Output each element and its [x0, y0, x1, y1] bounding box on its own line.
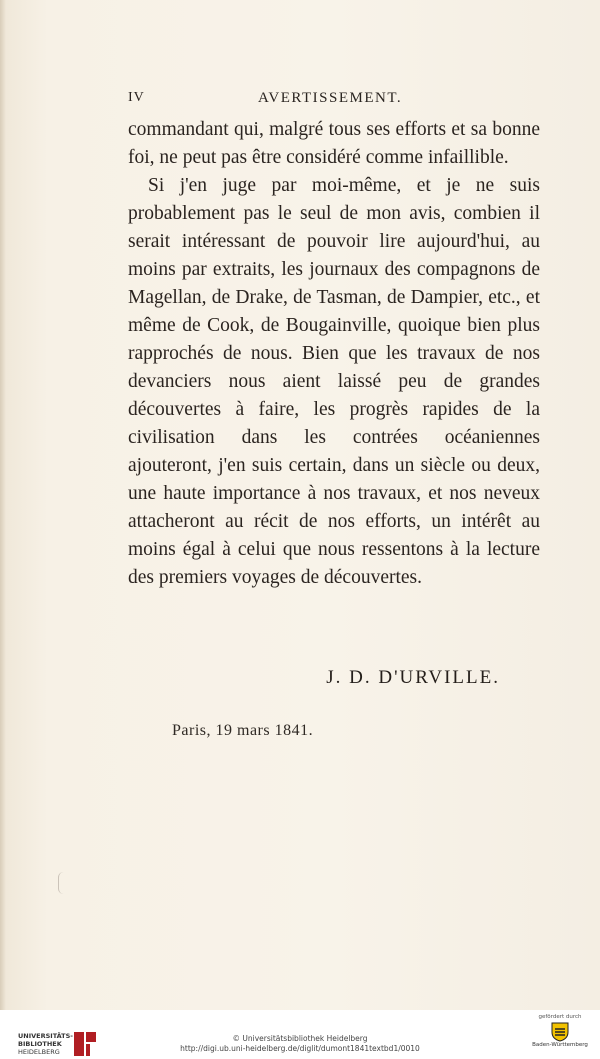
paragraph-continuation: commandant qui, malgré tous ses efforts et sa bonne foi, ne peut pas être considéré comme infaillible. — [128, 119, 540, 168]
page-number: IV — [128, 90, 145, 105]
permalink-url[interactable]: http://digi.ub.uni-heidelberg.de/diglit/dumont1841textbd1/0010 — [180, 1044, 420, 1053]
library-name-line3: HEIDELBERG — [18, 1048, 60, 1056]
paragraph-main: Si j'en juge par moi-même, et je ne suis probablement pas le seul de mon avis, combien il serait intéressant de pouvoir lire aujourd'hui, au moins par extraits, les journaux des compagnons de Magellan, de Drake, de Tasman, de Dampier, etc., et même de Cook, de Bougainville, quoique bien plus rapprochés de nous. Bien que les travaux de nos devanciers nous aient laissé peu de grandes découvertes à faire, les progrès rapides de la civilisation dans les contrées océaniennes ajouteront, j'en suis certain, dans un siècle ou deux, une haute importance à nos travaux, et nos neveux attacheront au récit de nos efforts, un intérêt au moins égal à celui que nous ressentons à la lecture des premiers voyages de découvertes. — [128, 175, 540, 588]
funder-name: Baden-Württemberg — [532, 1042, 588, 1048]
funder-label: gefördert durch — [538, 1014, 582, 1020]
page-header — [0, 90, 600, 112]
digitization-footer — [0, 1010, 600, 1059]
copyright-notice: © Universitätsbibliothek Heidelberg — [232, 1034, 368, 1043]
baden-wuerttemberg-coat-of-arms-icon — [551, 1022, 569, 1042]
library-name-line2: BIBLIOTHEK — [18, 1040, 62, 1048]
pencil-mark — [58, 872, 69, 894]
page-spine-shadow — [0, 0, 6, 1010]
running-head: AVERTISSEMENT. — [258, 90, 403, 106]
body-text — [128, 116, 540, 592]
funder-block[interactable] — [528, 1014, 592, 1058]
signature: J. D. D'URVILLE. — [326, 667, 500, 688]
library-name-line1: UNIVERSITÄTS- — [18, 1032, 73, 1040]
dateline: Paris, 19 mars 1841. — [172, 722, 314, 739]
